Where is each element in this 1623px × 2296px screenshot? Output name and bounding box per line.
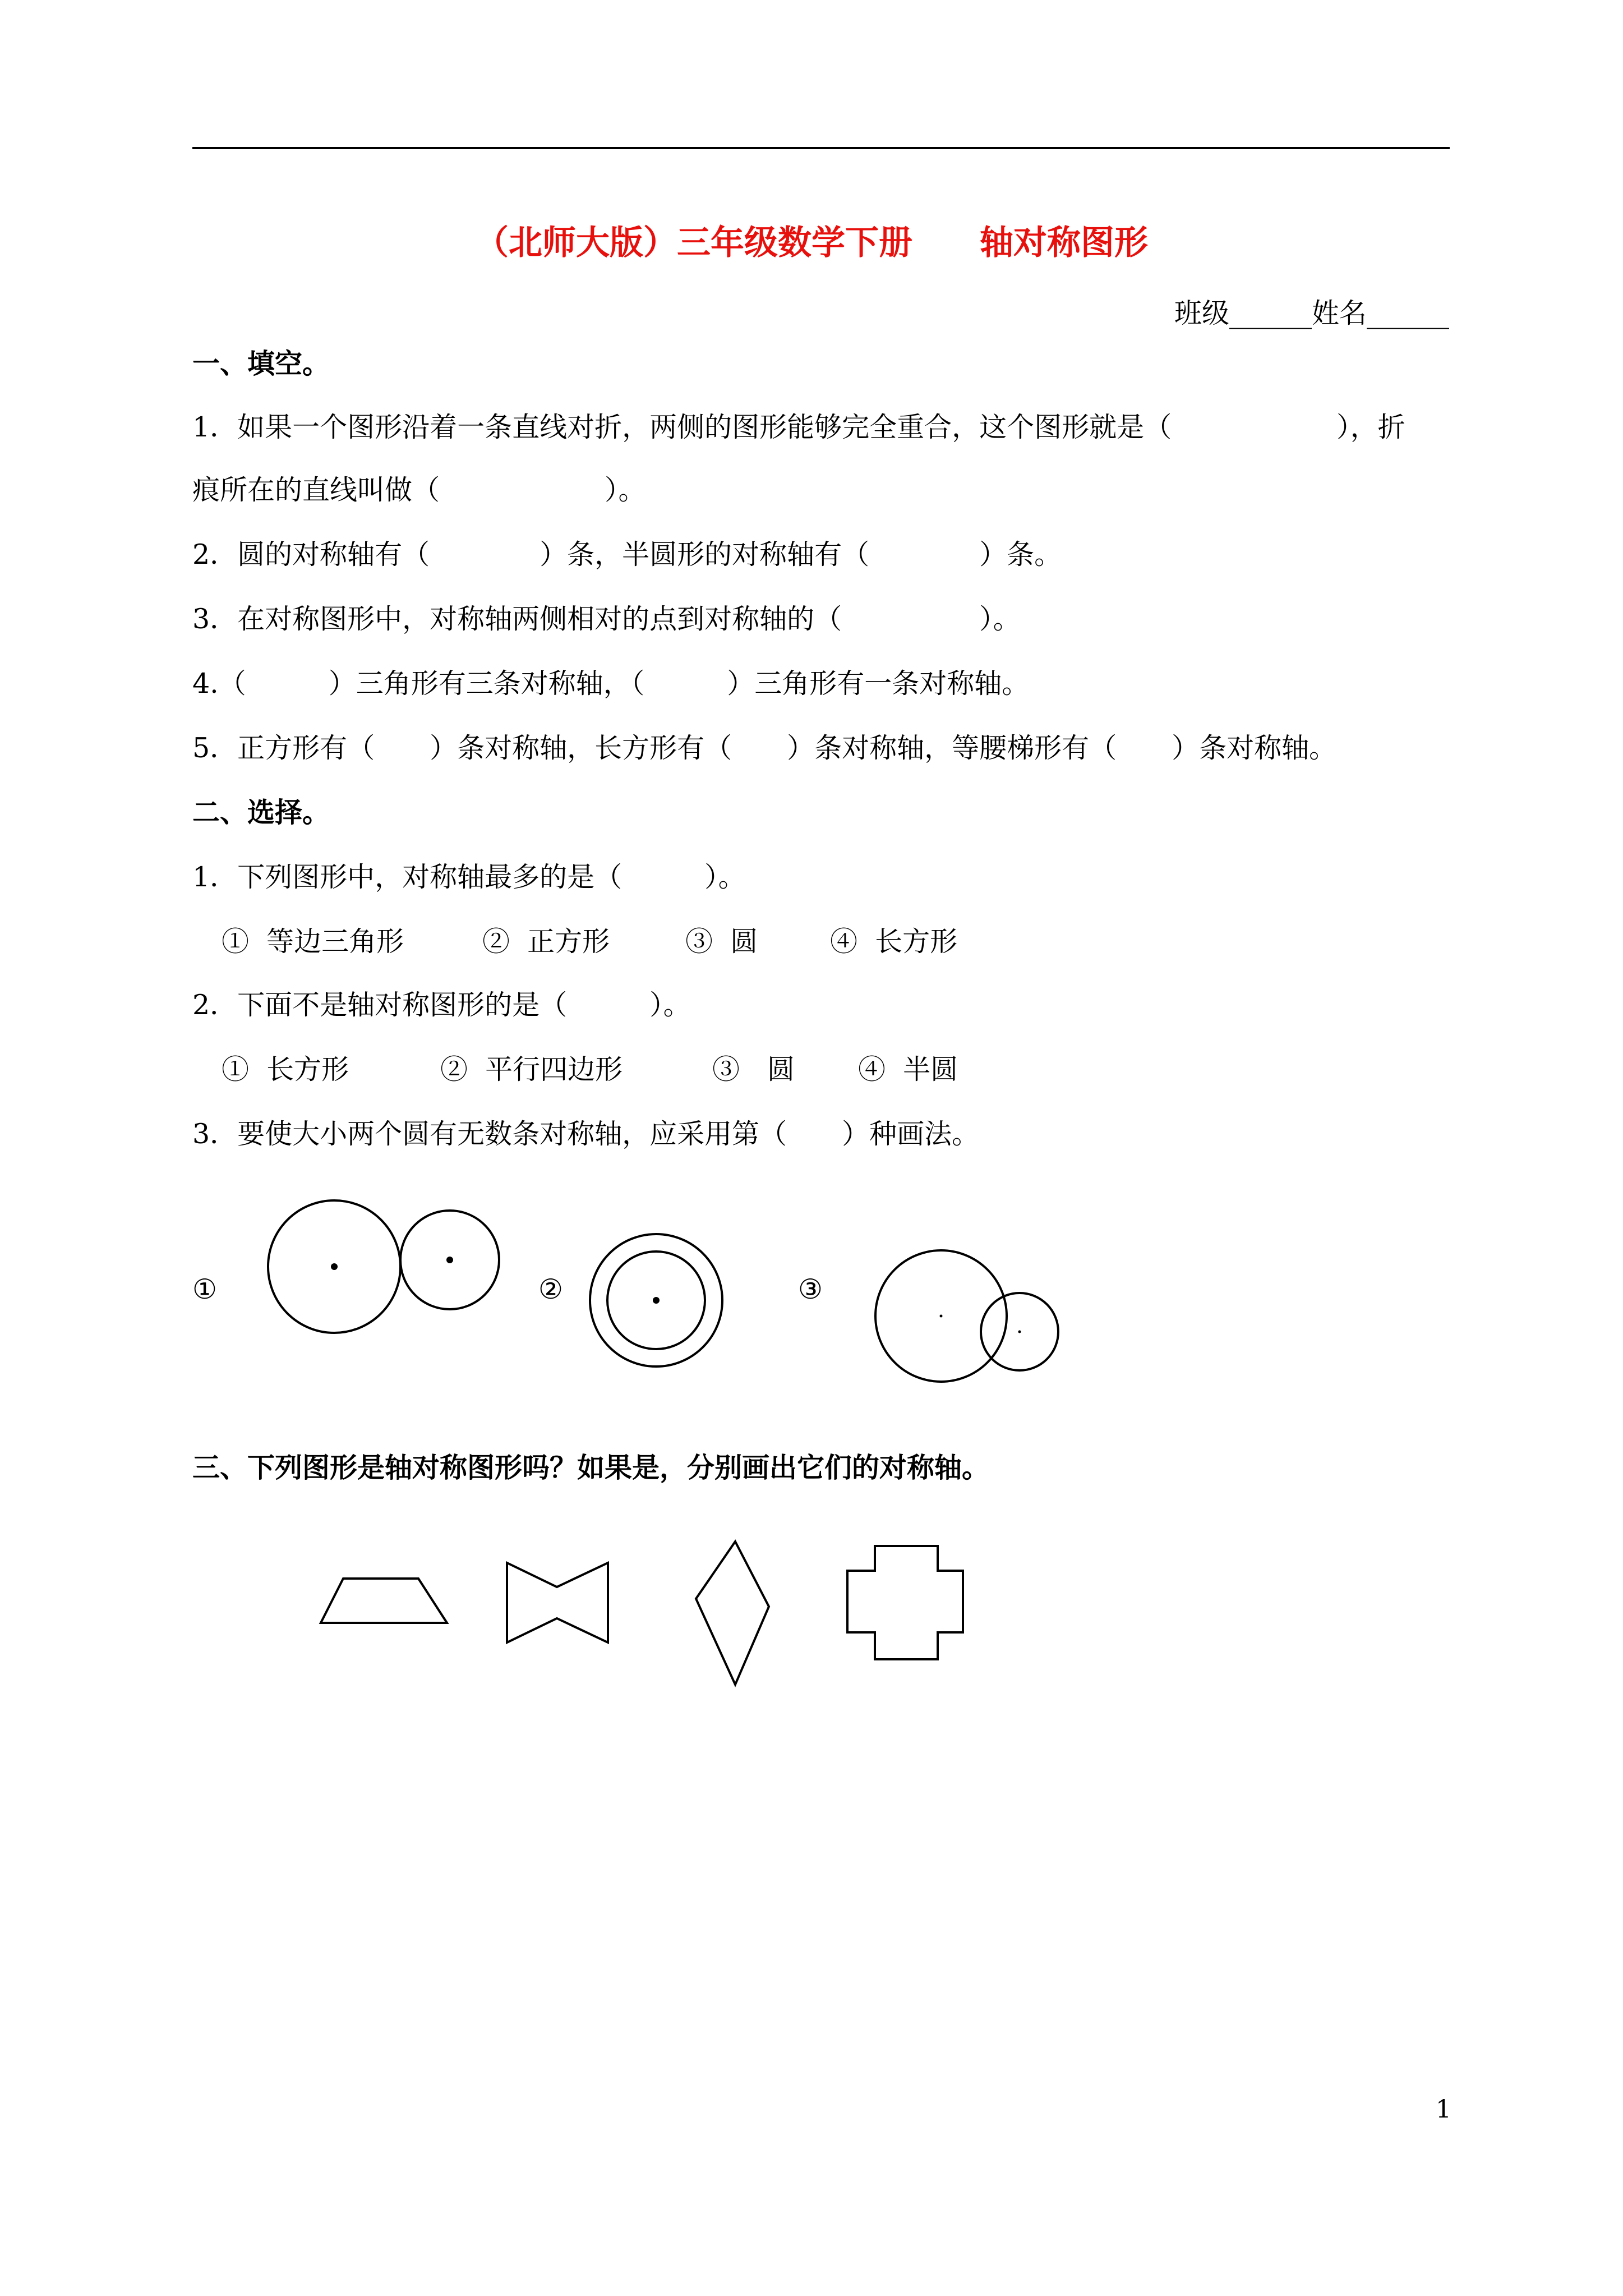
choice-q1: 1．下列图形中，对称轴最多的是（ ）。 (192, 861, 746, 893)
center-dot (653, 1297, 660, 1304)
choice-q2-option-4: ④ 半圆 (858, 1053, 958, 1085)
document-title: （北师大版）三年级数学下册 轴对称图形 (475, 223, 1148, 263)
choice-q1-option-2: ② 正方形 (482, 926, 610, 958)
circle-option-label-2: ② (538, 1273, 563, 1305)
center-dot (940, 1315, 943, 1318)
fill-q5: 5．正方形有（ ）条对称轴，长方形有（ ）条对称轴，等腰梯形有（ ）条对称轴。 (192, 732, 1337, 764)
center-dot (1018, 1331, 1021, 1333)
circles-figure-1 (268, 1200, 499, 1333)
section2-heading: 二、选择。 (192, 796, 330, 829)
cross-shape (847, 1546, 963, 1659)
trapezoid-shape (321, 1579, 447, 1623)
page-number: 1 (1436, 2095, 1451, 2124)
fill-q3: 3．在对称图形中，对称轴两侧相对的点到对称轴的（ ）。 (192, 603, 1021, 635)
choice-q2-option-1: ① 长方形 (222, 1053, 349, 1085)
choice-q1-option-4: ④ 长方形 (830, 926, 958, 958)
choice-q1-option-1: ① 等边三角形 (222, 926, 404, 958)
bowtie-shape (507, 1563, 608, 1642)
fill-q4: 4.（ ）三角形有三条对称轴，（ ）三角形有一条对称轴。 (192, 668, 1030, 700)
center-dot (446, 1257, 453, 1263)
circles-figure-3 (875, 1250, 1058, 1382)
circle-option-label-1: ① (192, 1273, 217, 1305)
class-name-line: 班级______姓名______ (1174, 297, 1449, 329)
center-dot (331, 1263, 338, 1270)
fill-q1-line1: 1．如果一个图形沿着一条直线对折，两侧的图形能够完全重合，这个图形就是（ ），折 (192, 411, 1405, 443)
choice-q2-option-3: ③ 圆 (712, 1053, 795, 1085)
circle-option-label-3: ③ (798, 1273, 823, 1305)
section3-heading: 三、下列图形是轴对称图形吗？如果是，分别画出它们的对称轴。 (192, 1451, 990, 1484)
choice-q2: 2．下面不是轴对称图形的是（ ）。 (192, 989, 691, 1021)
choice-q3: 3．要使大小两个圆有无数条对称轴，应采用第（ ）种画法。 (192, 1118, 980, 1150)
fill-q2: 2．圆的对称轴有（ ）条，半圆形的对称轴有（ ）条。 (192, 539, 1062, 570)
kite-shape (696, 1542, 769, 1685)
choice-q1-option-3: ③ 圆 (685, 926, 758, 958)
section1-heading: 一、填空。 (192, 347, 330, 380)
choice-q2-option-2: ② 平行四边形 (440, 1053, 623, 1085)
fill-q1-line2: 痕所在的直线叫做（ ）。 (192, 474, 646, 506)
